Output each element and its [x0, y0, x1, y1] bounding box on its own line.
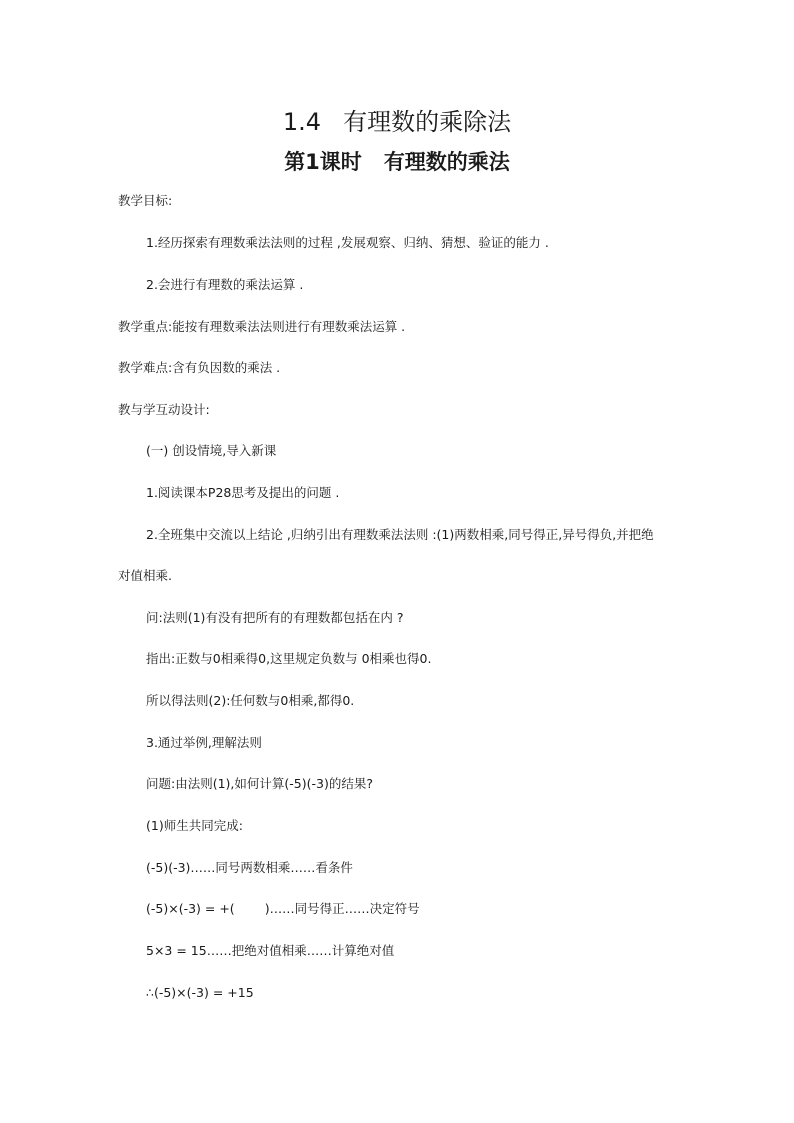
- lesson-title: 有理数的乘法: [383, 150, 510, 174]
- step-3: 3.通过举例,理解法则: [146, 735, 262, 750]
- title-number: 1.4: [282, 108, 322, 136]
- step-2: 2.全班集中交流以上结论 ,归纳引出有理数乘法法则 :(1)两数相乘,同号得正,异号得负,并把绝: [146, 527, 654, 542]
- question-2: 问题:由法则(1),如何计算(-5)(-3)的结果?: [146, 776, 373, 791]
- point-out: 指出:正数与0相乘得0,这里规定负数与 0相乘也得0.: [146, 651, 432, 666]
- calc-line-3: 5×3 = 15……把绝对值相乘……计算绝对值: [146, 943, 395, 958]
- calc-line-4: ∴(-5)×(-3) = +15: [146, 985, 254, 1000]
- title-text: 有理数的乘除法: [343, 108, 512, 136]
- calc-line-2-start: (-5)×(-3) = +(: [146, 901, 235, 916]
- section-heading: (一) 创设情境,导入新课: [146, 443, 277, 458]
- design-heading: 教与学互动设计:: [118, 402, 210, 417]
- page-title: [0, 102, 794, 137]
- sub-heading: (1)师生共同完成:: [146, 818, 243, 833]
- question-1: 问:法则(1)有没有把所有的有理数都包括在内 ?: [146, 610, 404, 625]
- goal-item-1: 1.经历探索有理数乘法法则的过程 ,发展观察、归纳、猜想、验证的能力 .: [146, 235, 549, 250]
- goal-heading: 教学目标:: [118, 193, 173, 208]
- goal-item-2: 2.会进行有理数的乘法运算 .: [146, 277, 304, 292]
- step-2-continued: 对值相乘.: [118, 568, 172, 583]
- key-point: 教学重点:能按有理数乘法法则进行有理数乘法运算 .: [118, 319, 406, 334]
- step-1: 1.阅读课本P28思考及提出的问题 .: [146, 485, 340, 500]
- lesson-label: 第1课时: [284, 150, 362, 174]
- calc-line-1: (-5)(-3)……同号两数相乘……看条件: [146, 860, 353, 875]
- rule-2: 所以得法则(2):任何数与0相乘,都得0.: [146, 693, 355, 708]
- calc-line-2-end: )……同号得正……决定符号: [264, 901, 420, 916]
- lesson-subtitle: [0, 146, 794, 176]
- calc-line-2: [146, 901, 420, 917]
- difficulty: 教学难点:含有负因数的乘法 .: [118, 360, 281, 375]
